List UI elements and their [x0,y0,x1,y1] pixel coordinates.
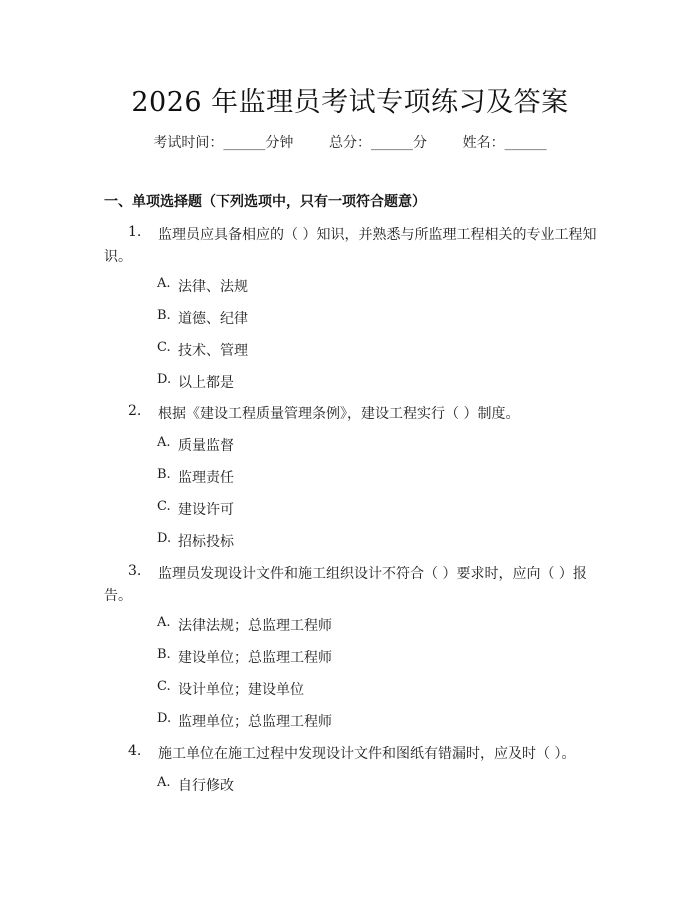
option-letter: A. [157,276,171,291]
option-text: 建设许可 [178,502,234,518]
score-unit: 分 [413,135,427,151]
option-text: 质量监督 [178,438,234,454]
question-text: 施工单位在施工过程中发现设计文件和图纸有错漏时，应及时（ ）。 [158,746,576,762]
question-number: 2. [128,403,142,419]
option-text: 建设单位；总监理工程师 [178,650,332,666]
document-title: 2026 年监理员考试专项练习及答案 [131,87,569,118]
name-label: 姓名： [462,135,505,151]
option-text: 设计单位；建设单位 [178,682,304,698]
option-letter: A. [157,615,171,630]
section-heading: 一、单项选择题（下列选项中，只有一项符合题意） [104,194,426,210]
option-letter: C. [157,499,171,514]
question-text: 监理员发现设计文件和施工组织设计不符合（ ）要求时，应向（ ）报 [158,566,587,582]
option-letter: B. [157,467,171,482]
option-letter: A. [157,435,171,450]
question-text-continuation: 告。 [104,588,132,604]
name-blank: ______ [504,135,547,151]
option-text: 法律、法规 [178,279,248,295]
option-letter: B. [157,647,171,662]
question-number: 4. [128,743,142,759]
option-letter: C. [157,679,171,694]
option-letter: C. [157,340,171,355]
question-number: 1. [128,224,142,240]
option-letter: D. [157,372,172,387]
option-text: 监理单位；总监理工程师 [178,714,332,730]
question-text: 根据《建设工程质量管理条例》，建设工程实行（ ）制度。 [158,406,520,422]
option-text: 法律法规；总监理工程师 [178,618,332,634]
time-blank: ______ [223,135,266,151]
option-text: 招标投标 [178,534,234,550]
option-text: 以上都是 [178,375,234,391]
score-label: 总分： [329,135,371,151]
question-text: 监理员应具备相应的（ ）知识，并熟悉与所监理工程相关的专业工程知 [158,227,597,243]
question-number: 3. [128,563,142,579]
option-text: 自行修改 [178,778,234,794]
option-text: 技术、管理 [178,343,248,359]
option-letter: A. [157,775,171,790]
time-unit: 分钟 [265,135,294,151]
option-letter: B. [157,308,171,323]
option-text: 监理责任 [178,470,234,486]
score-blank: ______ [371,135,413,151]
exam-info-line [0,132,700,152]
option-text: 道德、纪律 [178,311,248,327]
question-text-continuation: 识。 [104,249,132,265]
option-letter: D. [157,531,172,546]
time-label: 考试时间： [153,135,224,151]
option-letter: D. [157,711,172,726]
